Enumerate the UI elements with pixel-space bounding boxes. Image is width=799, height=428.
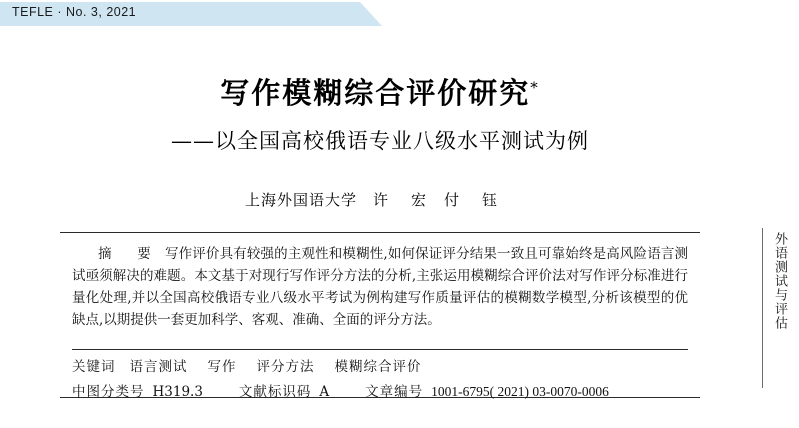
running-head-text: TEFLE · No. 3, 2021 — [12, 5, 137, 19]
abstract-label: 摘 要 — [98, 246, 157, 262]
author-affiliation: 上海外国语大学 — [244, 190, 357, 209]
running-header-band — [0, 0, 799, 28]
side-label-text: 外语测试与评估 — [773, 232, 788, 330]
clc-label: 中图分类号 — [72, 384, 145, 400]
document-code-label: 文献标识码 — [238, 384, 312, 400]
abstract-box — [60, 232, 700, 398]
article-id-value: 1001-6795( 2021) 03-0070-0006 — [431, 384, 609, 399]
article-head — [60, 28, 700, 210]
keyword-item: 写作 — [207, 359, 237, 375]
keywords-divider — [72, 349, 688, 350]
page-title — [60, 76, 700, 111]
keyword-item: 模糊综合评价 — [334, 359, 422, 375]
article-title-text: 写作模糊综合评价研究 — [220, 76, 531, 110]
keywords-line — [72, 355, 442, 375]
abstract-paragraph — [72, 243, 688, 331]
abstract-text: 写作评价具有较强的主观性和模糊性,如何保证评分结果一致且可靠始终是高风险语言测试亟须解决的难题。本文基于对现行写作评分方法的分析,主张运用模糊综合评价法对写作评分标准进行量化处理,并以全国高校俄语专业八级水平考试为例构建写作质量评估的模糊数学模型,分析该模型的优缺点,以期提供一套更加科学、客观、准确、全面的评分方法。 — [72, 246, 689, 328]
document-code-value: A — [319, 384, 330, 400]
clc-value: H319.3 — [152, 384, 203, 400]
keyword-item: 评分方法 — [256, 359, 315, 375]
side-label-rule — [762, 228, 763, 388]
title-footnote-mark: * — [530, 78, 540, 97]
author-name-2: 付 钰 — [444, 190, 502, 209]
keywords-label: 关键词 — [72, 359, 116, 375]
author-name-1: 许 宏 — [372, 190, 430, 209]
article-id-label: 文章编号 — [365, 384, 424, 400]
abstract-inner — [60, 233, 700, 331]
classification-line — [72, 380, 609, 400]
header-band-slant — [360, 2, 382, 26]
article-subtitle: ——以全国高校俄语专业八级水平测试为例 — [171, 128, 589, 153]
keyword-item: 语言测试 — [129, 359, 188, 375]
author-line — [60, 189, 700, 210]
